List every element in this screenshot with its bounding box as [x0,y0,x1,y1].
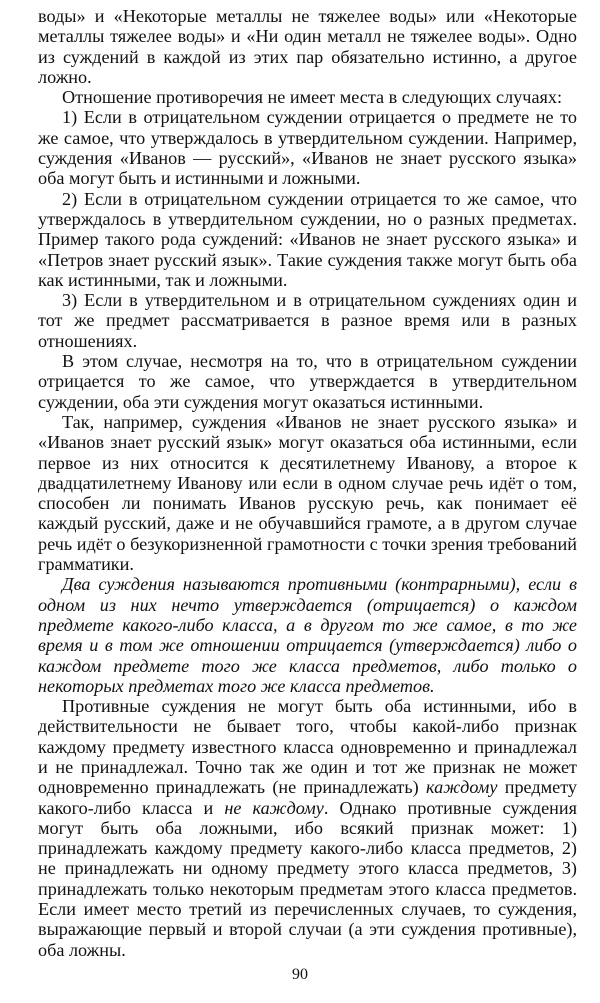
emphasis-text: не каждому [224,797,324,818]
paragraph-case-3: 3) Если в утвердительном и в отрицательном суждениях один и тот же предмет рассматривается в разное время или в разных отношениях. [38,290,577,351]
paragraph-case-2: 2) Если в отрицательном суждении отрицается то же самое, что утверждалось в утвердительном суждении, но о разных предметах. Пример такого рода суждений: «Иванов не знает русского языка» и «Петров знает русский язык». Такие суждения также могут быть оба как истинными, так и ложными. [38,188,577,290]
text-segment: . Однако противные суждения могут быть оба ложными, ибо всякий признак может: 1) принадлежать каждому предмету какого-либо класса предметов, 2) не принадлежать ни одному предмету этого класса предметов, 3) принадлежать только некоторым предметам этого класса предметов. Если имеет место третий из перечисленных случаев, то суждения, выражающие первый и второй случаи (а эти суждения противные), оба ложны. [38,797,577,960]
paragraph-case-1: 1) Если в отрицательном суждении отрицается о предмете не то же самое, что утверждалось в утвердительном суждении. Например, суждения «Иванов — русский», «Иванов не знает русского языка» оба могут быть и истинными и ложными. [38,107,577,189]
definition-contrary-judgments: Два суждения называются противными (контрарными), если в одном из них нечто утверждается (отрицается) о каждом предмете какого-либо класса, а в другом то же самое, в то же время и в том же отношении отрицается (утверждается) либо о каждом предмете того же класса предметов, либо только о некоторых предметах того же класса предметов. [38,574,577,696]
page-text [38,6,577,960]
text-segment: предмету какого-либо класса и [38,777,578,818]
paragraph-example: Так, например, суждения «Иванов не знает русского языка» и «Иванов знает русский язык» могут оказаться оба истинными, если первое из них относится к десятилетнему Иванову, а второе к двадцатилетнему Иванову или если в одном случае речь идёт о том, способен ли понимать Иванов русскую речь, как понимает её каждый русский, даже и не обучавшийся грамоте, а в другом случае речь идёт о безукоризненной грамотности с точки зрения требований грамматики. [38,411,577,575]
paragraph-contradiction-intro: Отношение противоречия не имеет места в следующих случаях: [62,87,563,108]
paragraph-continuation: воды» и «Некоторые металлы не тяжелее воды» или «Некоторые металлы тяжелее воды» и «Ни один металл не тяжелее воды». Одно из суждений в каждой из этих пар обязательно истинно, а другое ложно. [38,6,577,87]
paragraph-case-3-explanation: В этом случае, несмотря на то, что в отрицательном суждении отрицается то же самое, что утверждается в утвердительном суждении, оба эти суждения могут оказаться истинными. [38,351,577,412]
emphasis-text: каждому [426,777,498,798]
page-number: 90 [292,966,308,983]
paragraph-contrary-explanation [38,696,577,960]
text-segment: Противные суждения не могут быть оба истинными, ибо в действительности не бывает того, чтобы какой-либо признак каждому предмету известного класса одновременно и принадлежал и не принадлежал. Точно так же один и тот же признак не может одновременно принадлежать (не принадлежать) [38,696,577,798]
